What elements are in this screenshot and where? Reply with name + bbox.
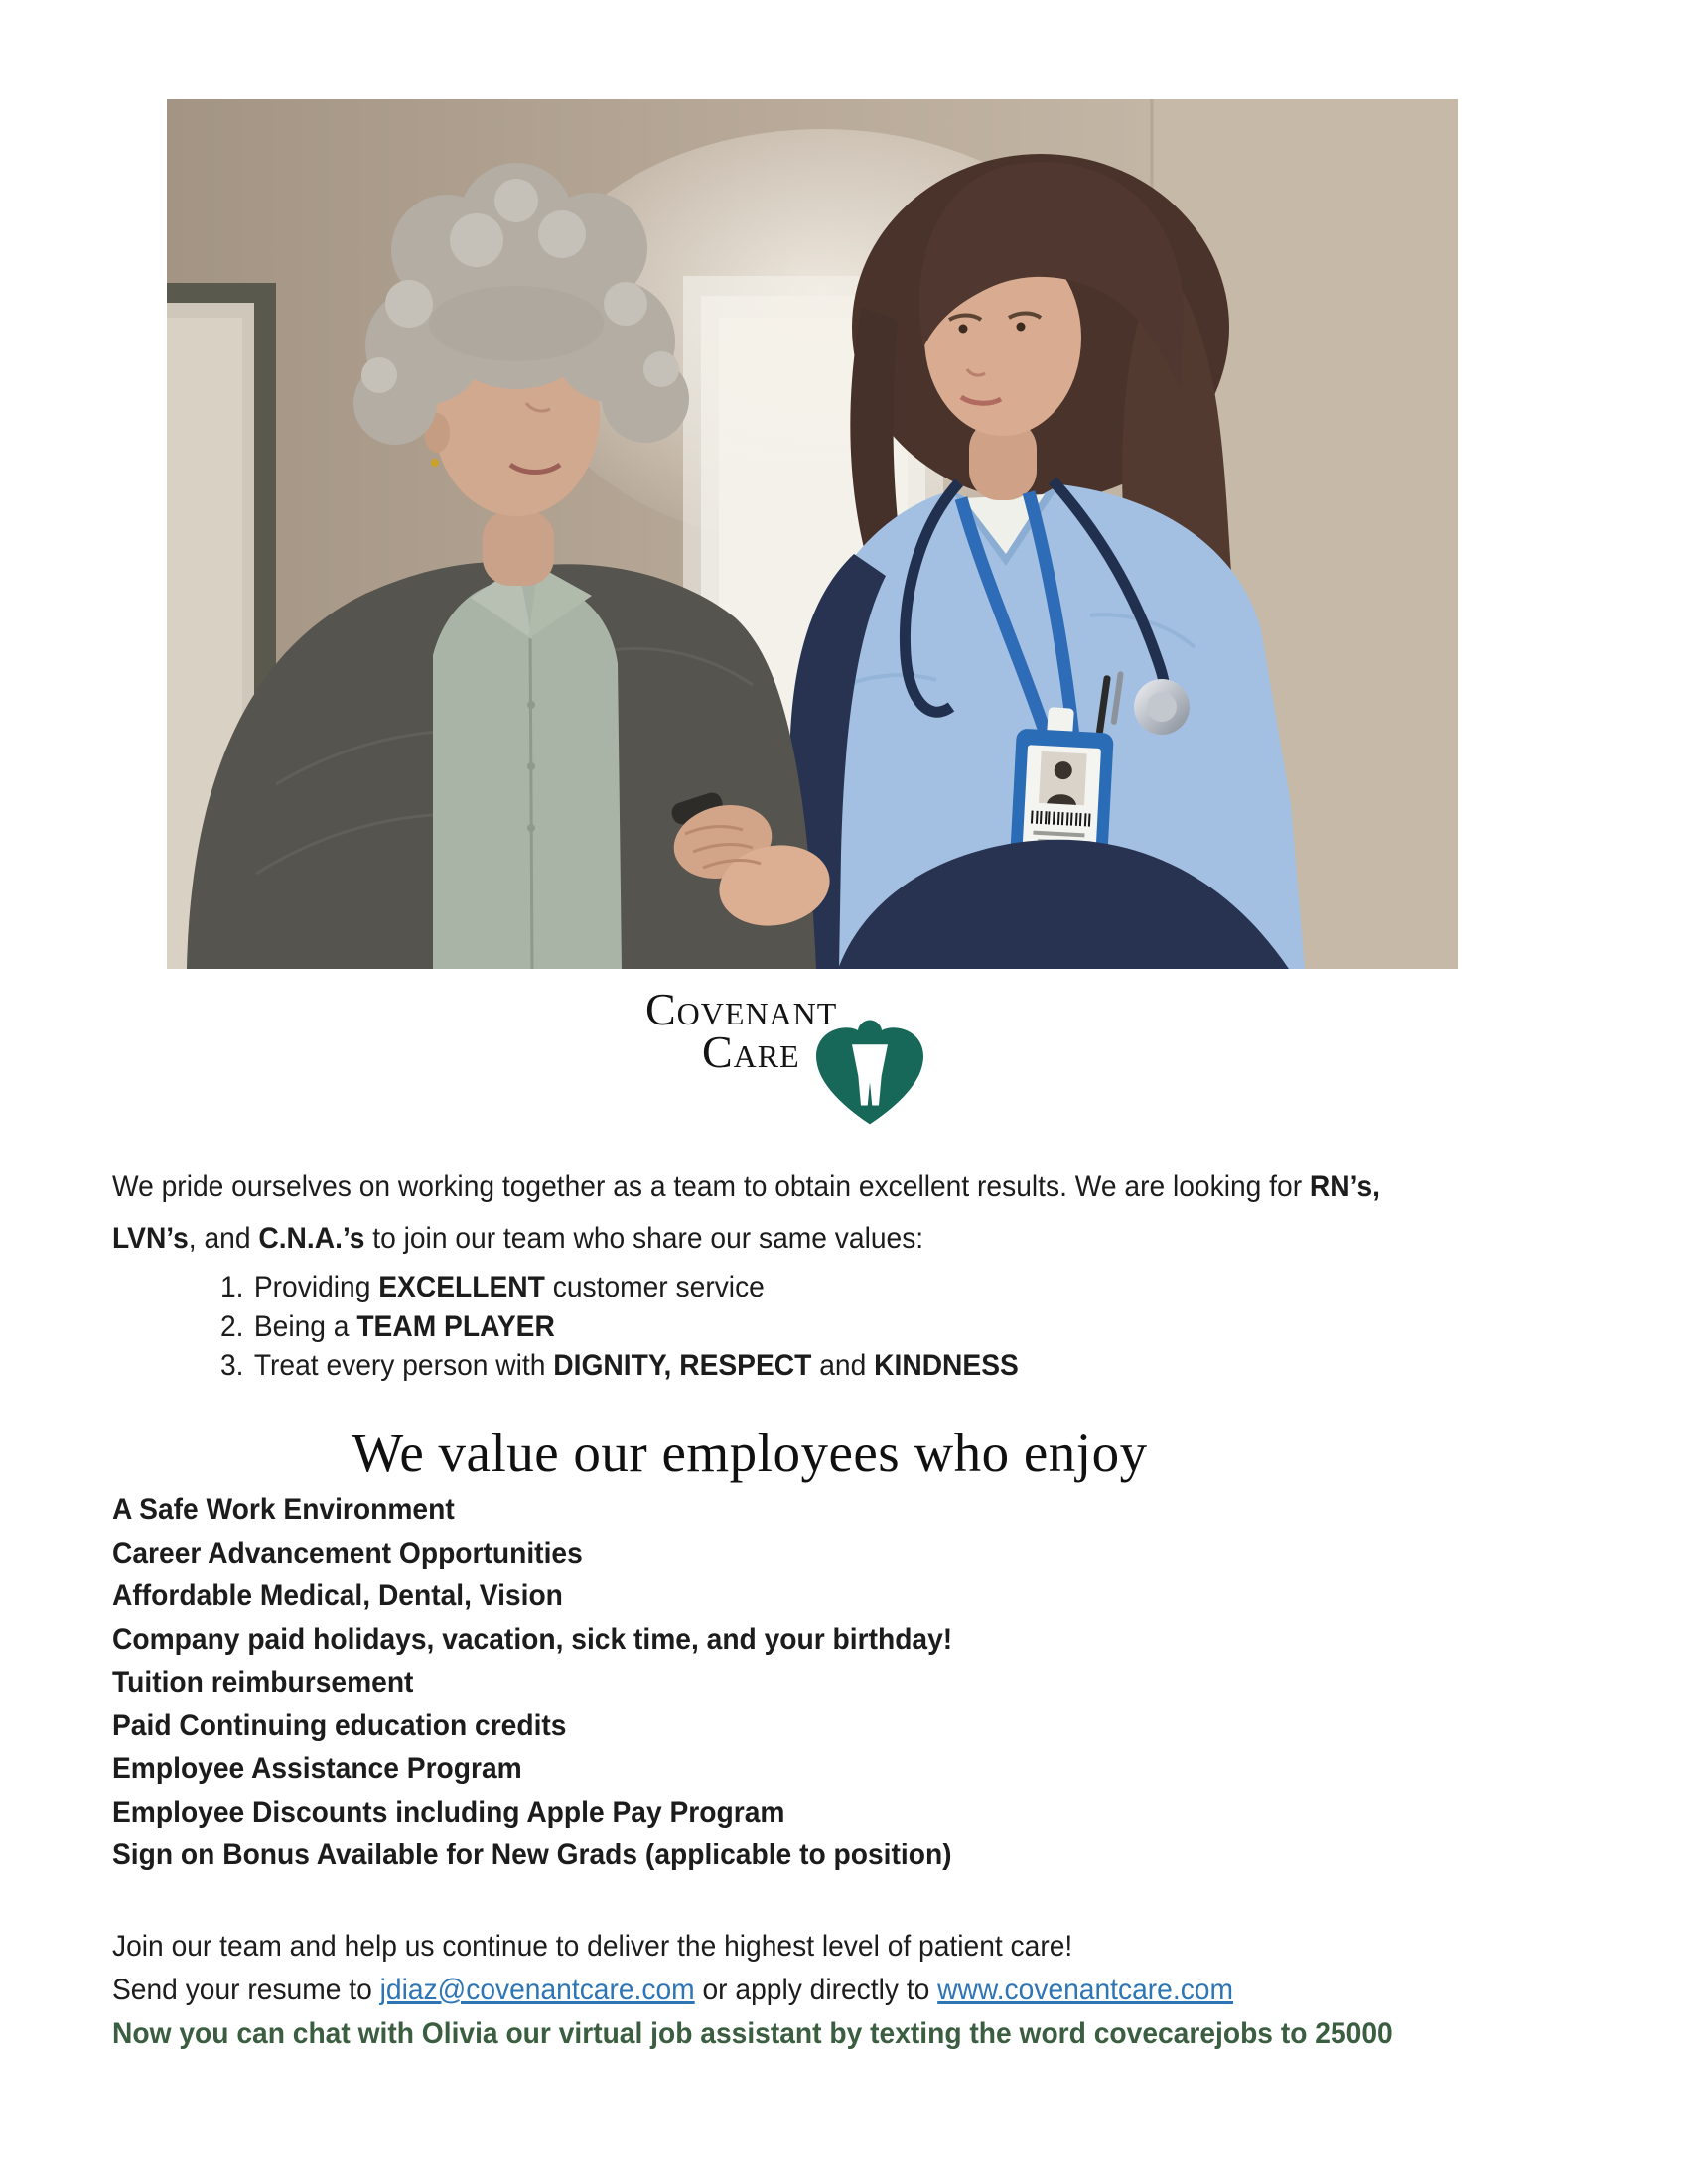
text: Treat every person with <box>253 1349 554 1382</box>
benefit-item: Tuition reimbursement <box>112 1666 414 1699</box>
values-item-3 <box>220 1346 1019 1386</box>
list-number: 2. <box>220 1309 244 1343</box>
bold-text: KINDNESS <box>874 1349 1019 1382</box>
benefit-item: Affordable Medical, Dental, Vision <box>112 1579 563 1612</box>
values-item-text <box>254 1307 555 1347</box>
values-item-text <box>254 1346 1019 1386</box>
logo-wordmark-line1: Covenant <box>645 984 838 1034</box>
intro-line-2 <box>112 1213 1380 1265</box>
caregivers-photo <box>167 99 1458 969</box>
benefit-item: Paid Continuing education credits <box>112 1708 567 1742</box>
closing-block <box>112 1925 1475 2056</box>
text: Send your resume to <box>112 1974 380 2006</box>
heart-person-icon <box>807 1019 932 1130</box>
benefit-item: Employee Assistance Program <box>112 1752 522 1785</box>
chat-assistant-line: Now you can chat with Olivia our virtual job assistant by texting the word covecarejobs to 25000 <box>112 2017 1393 2050</box>
caregivers-photo-art <box>167 99 1458 969</box>
benefit-item: Sign on Bonus Available for New Grads (applicable to position) <box>112 1839 952 1871</box>
values-item-2 <box>220 1307 1019 1347</box>
values-item-text <box>254 1268 765 1307</box>
covenant-care-logo <box>645 984 963 1136</box>
benefit-item: Company paid holidays, vacation, sick time, and your birthday! <box>112 1622 953 1656</box>
intro-bold-rns: RN’s, <box>1309 1170 1380 1203</box>
list-number: 1. <box>220 1271 244 1303</box>
bold-text: DIGNITY, RESPECT <box>553 1349 812 1382</box>
text: and <box>811 1349 875 1382</box>
closing-line-1: Join our team and help us continue to deliver the highest level of patient care! <box>112 1930 1073 1963</box>
benefit-item: Employee Discounts including Apple Pay Program <box>112 1795 785 1829</box>
bold-text: TEAM PLAYER <box>356 1309 555 1343</box>
intro-text: We pride ourselves on working together as a team to obtain excellent results. We are looking for <box>112 1170 1310 1203</box>
intro-line-1 <box>112 1161 1380 1213</box>
benefit-item: A Safe Work Environment <box>112 1493 455 1526</box>
list-number: 3. <box>220 1349 244 1382</box>
email-link[interactable]: jdiaz@covenantcare.com <box>379 1974 695 2006</box>
text: Being a <box>253 1309 357 1343</box>
bold-text: EXCELLENT <box>378 1271 545 1303</box>
benefit-item: Career Advancement Opportunities <box>112 1536 583 1570</box>
text: customer service <box>544 1271 765 1303</box>
text: or apply directly to <box>694 1974 938 2006</box>
intro-text: to join our team who share our same values: <box>364 1222 924 1255</box>
values-list <box>220 1268 1069 1386</box>
values-item-1 <box>220 1268 1019 1307</box>
page-title: We value our employees who enjoy <box>352 1423 1148 1483</box>
benefits-list <box>112 1488 1006 1877</box>
website-link[interactable]: www.covenantcare.com <box>937 1974 1233 2006</box>
intro-paragraph <box>112 1161 1461 1265</box>
intro-text: , and <box>188 1222 259 1255</box>
closing-line-2 <box>112 1969 1393 2012</box>
text: Providing <box>253 1271 379 1303</box>
intro-bold-cnas: C.N.A.’s <box>258 1222 365 1255</box>
logo-wordmark-line2: Care <box>702 1026 800 1077</box>
intro-bold-lvns: LVN’s <box>112 1222 189 1255</box>
